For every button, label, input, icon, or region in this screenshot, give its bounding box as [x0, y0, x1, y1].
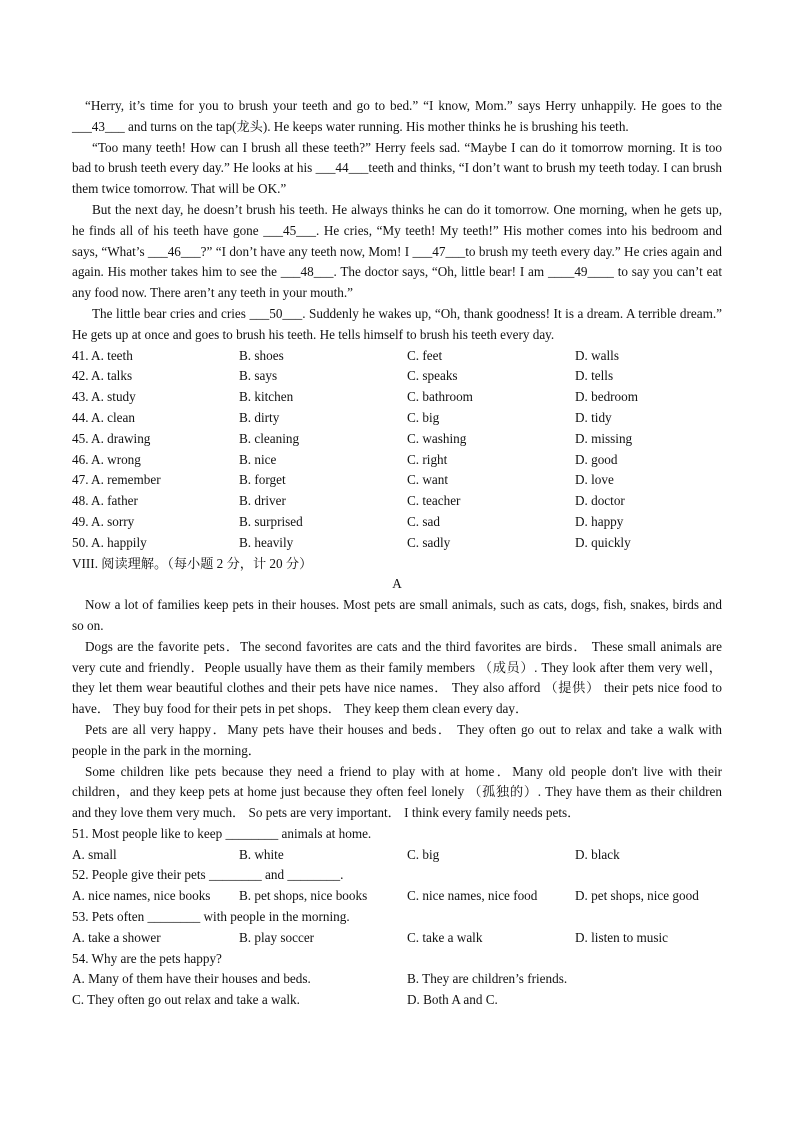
question-row: [72, 366, 722, 387]
question-row: [72, 512, 722, 533]
option-c: C. big: [407, 409, 440, 425]
question-stem-53: 53. Pets often ________ with people in the morning.: [72, 909, 350, 925]
question-row: [72, 533, 722, 554]
option-b: B. They are children’s friends.: [407, 971, 568, 987]
option-b: B. play soccer: [239, 929, 315, 945]
options-54-row2: [72, 990, 722, 1011]
question-row: [72, 429, 722, 450]
section-title: VIII. 阅读理解。（每小题 2 分，计 20 分）: [72, 555, 313, 571]
option-d: D. walls: [575, 347, 619, 363]
cloze-paragraph-4: The little bear cries and cries ___50___. Suddenly he wakes up, “Oh, thank goodness! It is a dream. A terrible dream.” He gets up at once and goes to brush his teeth. He tells himself to brush his teeth every day.: [72, 305, 722, 342]
cloze-passage: [72, 96, 722, 346]
option-d: D. happy: [575, 513, 624, 529]
option-d: D. love: [575, 472, 614, 488]
question-row: [72, 491, 722, 512]
reading-questions: [72, 824, 722, 1011]
options-52: [72, 886, 722, 907]
option-a: 49. A. sorry: [72, 513, 135, 529]
option-d: D. missing: [575, 430, 633, 446]
option-d: D. listen to music: [575, 929, 669, 945]
option-d: D. tidy: [575, 409, 612, 425]
option-d: D. tells: [575, 368, 614, 384]
option-c: C. bathroom: [407, 389, 473, 405]
option-b: B. heavily: [239, 534, 294, 550]
option-c: C. washing: [407, 430, 467, 446]
option-a: A. small: [72, 846, 117, 862]
question-row: [72, 450, 722, 471]
reading-paragraph-4: Some children like pets because they need a friend to play with at home．Many old people don't live with their children，and they keep pets at home just because they often feel lonely （孤独的）. They have them as their children and they love them very much． So pets are very important． I think every family needs pets．: [72, 763, 722, 821]
option-c: C. sad: [407, 513, 440, 529]
option-b: B. surprised: [239, 513, 303, 529]
option-c: C. take a walk: [407, 929, 483, 945]
option-d: D. pet shops, nice good: [575, 888, 699, 904]
question-stem-51: 51. Most people like to keep ________ animals at home.: [72, 825, 372, 841]
option-a: 47. A. remember: [72, 472, 161, 488]
option-c: C. nice names, nice food: [407, 888, 538, 904]
question-row: [72, 387, 722, 408]
option-b: B. cleaning: [239, 430, 300, 446]
option-a: 44. A. clean: [72, 409, 135, 425]
option-a: 42. A. talks: [72, 368, 133, 384]
option-c: C. feet: [407, 347, 443, 363]
option-a: 48. A. father: [72, 493, 138, 509]
option-d: D. Both A and C.: [407, 992, 498, 1008]
question-row: [72, 470, 722, 491]
option-d: D. doctor: [575, 493, 625, 509]
option-c: C. sadly: [407, 534, 451, 550]
reading-paragraph-1: Now a lot of families keep pets in their houses. Most pets are small animals, such as cats, dogs, fish, snakes, birds and so on.: [72, 597, 722, 633]
option-b: B. pet shops, nice books: [239, 888, 368, 904]
cloze-paragraph-2: “Too many teeth! How can I brush all these teeth?” Herry feels sad. “Maybe I can do it tomorrow morning. It is too bad to brush teeth every day.” He looks at his ___44___teeth and thinks, “I don’t want to brush my teeth today. I can brush them twice tomorrow. That will be OK.”: [72, 139, 722, 197]
question-row: [72, 408, 722, 429]
cloze-paragraph-1: “Herry, it’s time for you to brush your teeth and go to bed.” “I know, Mom.” says Herry unhappily. He goes to the ___43___ and turns on the tap(龙头). He keeps water running. His mother thinks he is brushing his teeth.: [72, 98, 722, 134]
passage-letter: A: [392, 576, 402, 592]
cloze-paragraph-3: But the next day, he doesn’t brush his teeth. He always thinks he can do it tomorrow. One morning, when he gets up, he finds all of his teeth have gone ___45___. He cries, “My teeth! My teeth!” His mother comes into his bedroom and says, “What’s ___46___?” “I don’t have any teeth now, Mom! I ___47___to brush my teeth every day.” He cries again and again. His mother takes him to see the ___48___. The doctor says, “Oh, little bear! I am ____49____ to say you can’t eat any food now. There aren’t any teeth in your mouth.”: [72, 201, 722, 301]
option-b: B. nice: [239, 451, 277, 467]
question-row: [72, 346, 722, 367]
option-b: B. shoes: [239, 347, 284, 363]
option-c: C. big: [407, 846, 440, 862]
question-stem-52: 52. People give their pets ________ and ________.: [72, 867, 344, 883]
option-b: B. white: [239, 846, 284, 862]
option-c: C. teacher: [407, 493, 461, 509]
option-a: A. nice names, nice books: [72, 888, 211, 904]
option-a: A. Many of them have their houses and beds.: [72, 971, 311, 987]
option-a: A. take a shower: [72, 929, 161, 945]
options-54-row1: [72, 969, 722, 990]
options-51: [72, 845, 722, 866]
option-a: 50. A. happily: [72, 534, 147, 550]
option-d: D. black: [575, 846, 620, 862]
reading-paragraph-3: Pets are all very happy．Many pets have their houses and beds． They often go out to relax and take a walk with people in the park in the morning．: [72, 721, 722, 758]
exam-page: [72, 96, 722, 1011]
option-d: D. good: [575, 451, 618, 467]
cloze-options: [72, 346, 722, 554]
reading-passage: [72, 595, 722, 824]
option-a: 43. A. study: [72, 389, 136, 405]
option-b: B. kitchen: [239, 389, 294, 405]
option-a: 45. A. drawing: [72, 430, 151, 446]
option-b: B. driver: [239, 493, 286, 509]
question-stem-54: 54. Why are the pets happy?: [72, 950, 222, 966]
option-b: B. forget: [239, 472, 286, 488]
options-53: [72, 928, 722, 949]
option-d: D. quickly: [575, 534, 631, 550]
option-c: C. right: [407, 451, 448, 467]
option-c: C. They often go out relax and take a walk.: [72, 992, 300, 1008]
option-b: B. dirty: [239, 409, 280, 425]
option-a: 46. A. wrong: [72, 451, 141, 467]
reading-paragraph-2: Dogs are the favorite pets．The second favorites are cats and the third favorites are birds． These small animals are very cute and friendly．People usually have them as their family members （成员）. They look after them very well，they let them wear beautiful clothes and their pets have nice names． They also afford （提供） their pets nice food to have． They buy food for their pets in pet shops． They keep them clean every day．: [72, 638, 722, 717]
option-c: C. speaks: [407, 368, 458, 384]
option-a: 41. A. teeth: [72, 347, 133, 363]
option-c: C. want: [407, 472, 449, 488]
option-b: B. says: [239, 368, 278, 384]
option-d: D. bedroom: [575, 389, 638, 405]
